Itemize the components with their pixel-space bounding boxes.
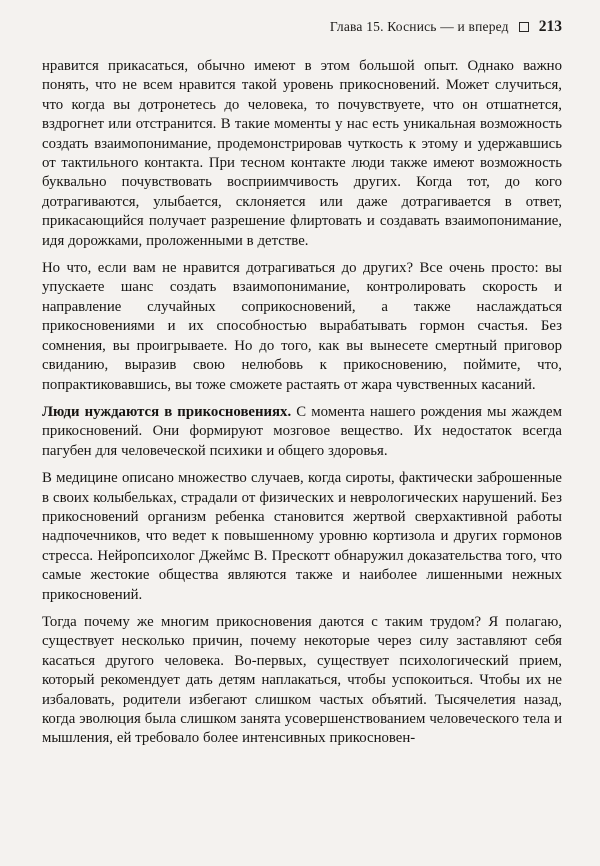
page-header	[42, 18, 562, 36]
page-content	[42, 57, 562, 749]
section-square-icon	[519, 22, 529, 32]
paragraph: В медицине описано множество случаев, когда сироты, фактически заброшенные в своих колыбельках, страдали от физических и неврологических нарушений. Без прикосновений организм ребенка становится жертвой сверхактивной работы надпочечников, что ведет к повышенному уровню кортизола и других гормонов стресса. Нейропсихолог Джеймс В. Прескотт обнаружил доказательства того, что самые жестокие общества являются также и наиболее лишенными нежных прикосновений.	[42, 470, 562, 603]
paragraph	[42, 403, 562, 461]
paragraph-text: С момента нашего рождения мы жаждем прикосновений. Они формируют мозговое вещество. Их недостаток всегда пагубен для человеческой психики и общего здоровья.	[42, 403, 562, 459]
paragraph: нравится прикасаться, обычно имеют в этом большой опыт. Однако важно понять, что не всем нравится такой уровень прикосновений. Может случиться, что когда вы дотронетесь до человека, то почувствуете, что он отшатнется, вздрогнет или отстранится. В такие моменты у нас есть уникальная возможность создать взаимопонимание, продемонстрировав чуткость к этому и удержавшись от тактильного контакта. При тесном контакте люди также имеют возможность буквально почувствовать восприимчивость других. Когда тот, до кого дотрагиваются, улыбается, склоняется или даже дотрагивается в ответ, прикасающийся получает разрешение флиртовать и создавать взаимопонимание, идя дорожками, проложенными в детстве.	[42, 58, 562, 249]
paragraph: Тогда почему же многим прикосновения даются с таким трудом? Я полагаю, существует несколько причин, почему некоторые через силу заставляют себя касаться другого человека. Во-первых, существует психологический прием, который рекомендует дать детям наплакаться, чтобы успокоиться. Чтобы их не избаловать, родители избегают слишком частых объятий. Тысячелетия назад, когда эволюция была слишком занята усовершенствованием человеческого тела и мышления, ей требовало более интенсивных прикосновен-	[42, 613, 562, 747]
paragraph-lead: Люди нуждаются в прикосновениях.	[42, 403, 292, 420]
chapter-title: Глава 15. Коснись — и вперед	[329, 19, 509, 34]
page-number: 213	[538, 18, 562, 35]
paragraph: Но что, если вам не нравится дотрагиваться до других? Все очень просто: вы упускаете шанс создать взаимопонимание, контролировать скорость и направление случайных соприкосновений, а также наслаждаться прикосновениями и их способностью вырабатывать гормон счастья. Без сомнения, вы проигрываете. Но до того, как вы вынесете смертный приговор свиданию, выразив свою нелюбовь к прикосновению, поймите, что, попрактиковавшись, вы тоже сможете растаять от жара чувственных касаний.	[42, 260, 562, 393]
